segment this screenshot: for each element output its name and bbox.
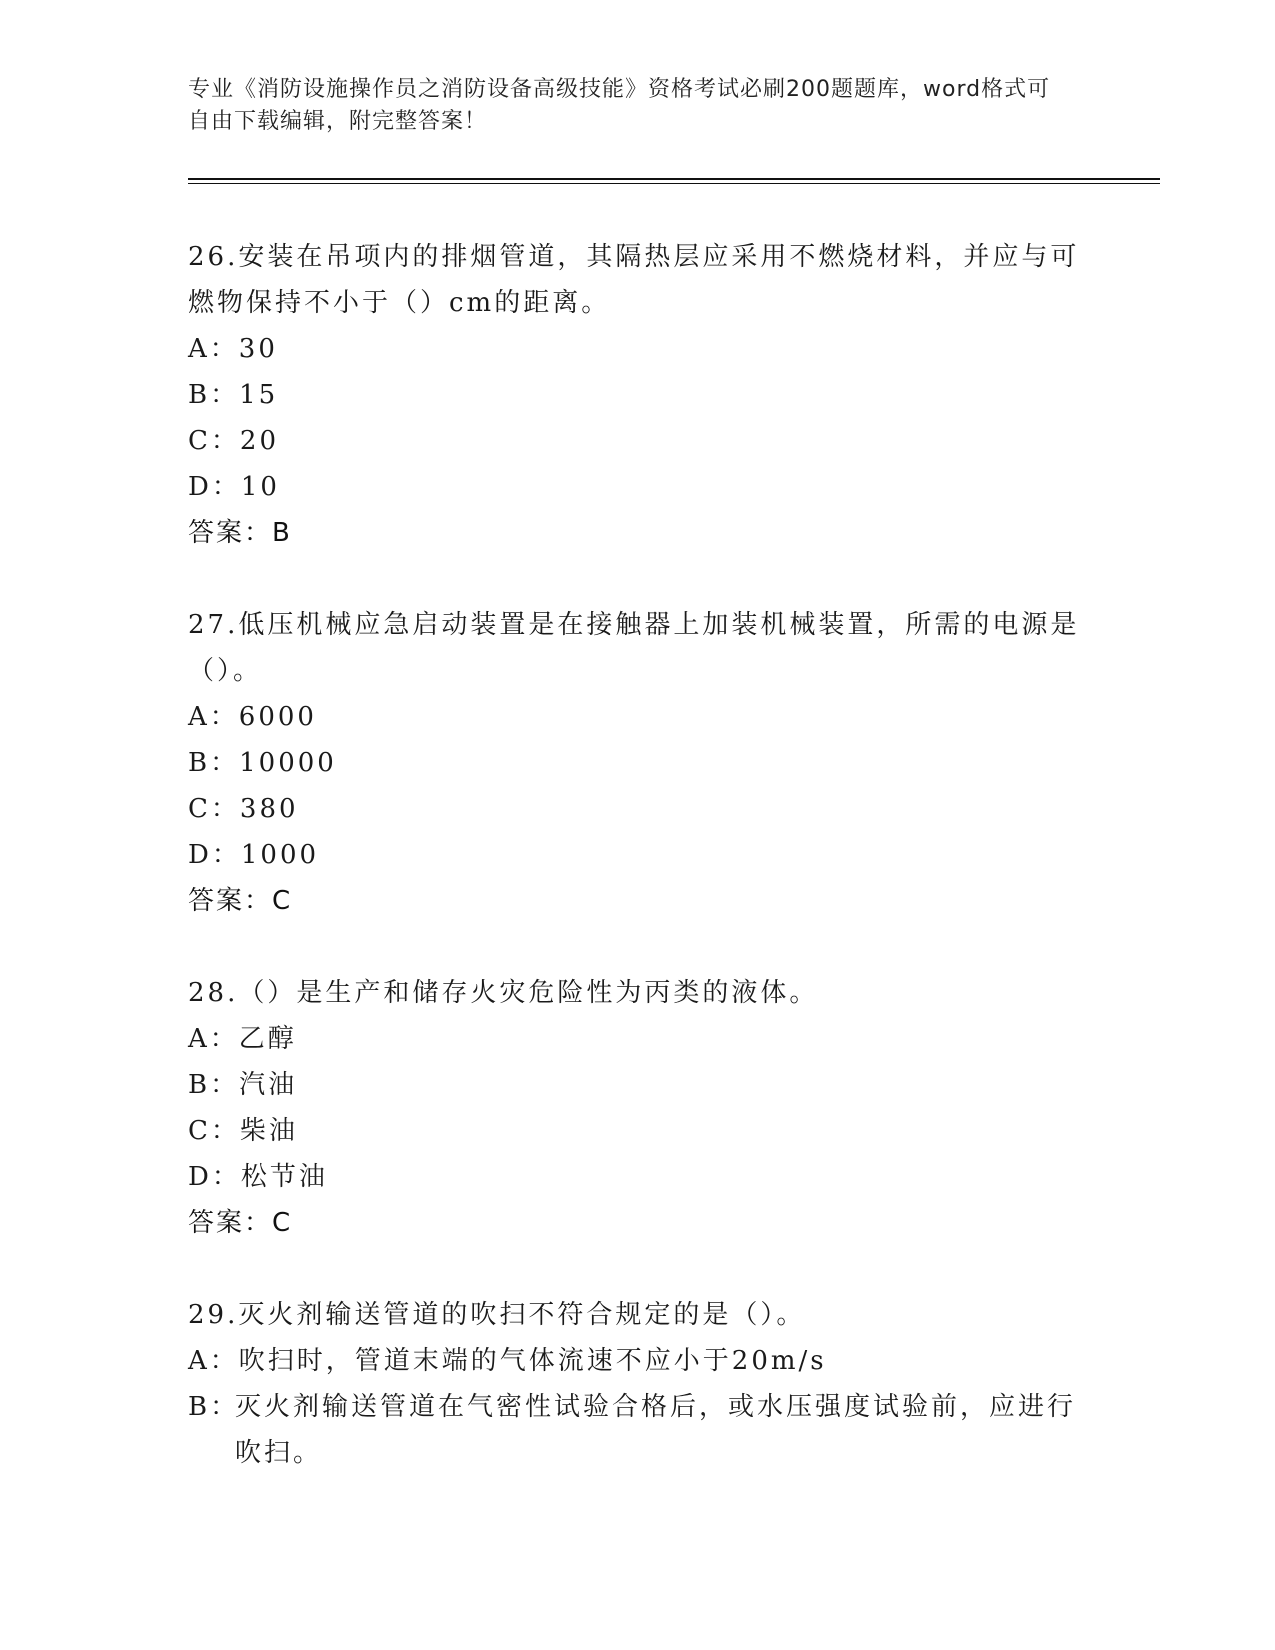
option-c [188, 1108, 1088, 1154]
question-item [188, 1292, 1088, 1476]
option-text: 380 [239, 794, 299, 824]
option-d [188, 1154, 1088, 1200]
option-b [188, 740, 1088, 786]
answer-line: 答案：C [188, 886, 293, 916]
option-text: 10 [240, 472, 280, 502]
option-a [188, 1338, 1088, 1384]
header-divider-thin [188, 183, 1160, 184]
option-key: B： [188, 380, 240, 410]
option-key: A： [188, 334, 239, 364]
option-text: 30 [238, 334, 278, 364]
question-stem: 29.灭火剂输送管道的吹扫不符合规定的是（）。 [188, 1300, 806, 1330]
question-stem: 27.低压机械应急启动装置是在接触器上加装机械装置，所需的电源是（）。 [188, 610, 1080, 686]
option-key: B： [188, 1392, 240, 1422]
question-list [188, 234, 1088, 1522]
option-key: C： [188, 794, 240, 824]
option-text: 松节油 [240, 1162, 328, 1192]
option-key: D： [188, 1162, 241, 1192]
option-key: C： [188, 426, 240, 456]
option-a [188, 326, 1088, 372]
option-b [188, 1062, 1088, 1108]
option-key: D： [188, 472, 241, 502]
option-key: A： [188, 1346, 239, 1376]
header-divider-thick [188, 178, 1160, 180]
option-text: 15 [239, 380, 279, 410]
option-text: 10000 [239, 748, 337, 778]
option-key: C： [188, 1116, 240, 1146]
question-item [188, 234, 1088, 556]
answer-line: 答案：B [188, 518, 292, 548]
option-d [188, 464, 1088, 510]
option-a [188, 694, 1088, 740]
option-key: B： [188, 748, 240, 778]
question-item [188, 602, 1088, 924]
option-text: 6000 [238, 702, 317, 732]
document-header: 专业《消防设施操作员之消防设备高级技能》资格考试必刷200题题库，word格式可自由下载编辑，附完整答案！ [188, 77, 1051, 134]
option-key: B： [188, 1070, 240, 1100]
option-a [188, 1016, 1088, 1062]
question-item [188, 970, 1088, 1246]
option-text: 灭火剂输送管道在气密性试验合格后，或水压强度试验前，应进行吹扫。 [234, 1392, 1076, 1468]
option-key: A： [188, 1024, 239, 1054]
option-text: 柴油 [239, 1116, 298, 1146]
option-key: D： [188, 840, 241, 870]
question-stem: 26.安装在吊项内的排烟管道，其隔热层应采用不燃烧材料，并应与可燃物保持不小于（）cm的距离。 [188, 242, 1080, 318]
option-text: 汽油 [239, 1070, 298, 1100]
option-text: 20 [239, 426, 279, 456]
option-text: 乙醇 [238, 1024, 297, 1054]
answer-line: 答案：C [188, 1208, 293, 1238]
question-stem: 28.（）是生产和储存火灾危险性为丙类的液体。 [188, 978, 819, 1008]
option-d [188, 832, 1088, 878]
option-text: 1000 [240, 840, 320, 870]
option-c [188, 786, 1088, 832]
option-b [188, 372, 1088, 418]
option-b [188, 1384, 1088, 1476]
option-c [188, 418, 1088, 464]
option-text: 吹扫时，管道末端的气体流速不应小于20m/s [238, 1346, 827, 1376]
option-key: A： [188, 702, 239, 732]
